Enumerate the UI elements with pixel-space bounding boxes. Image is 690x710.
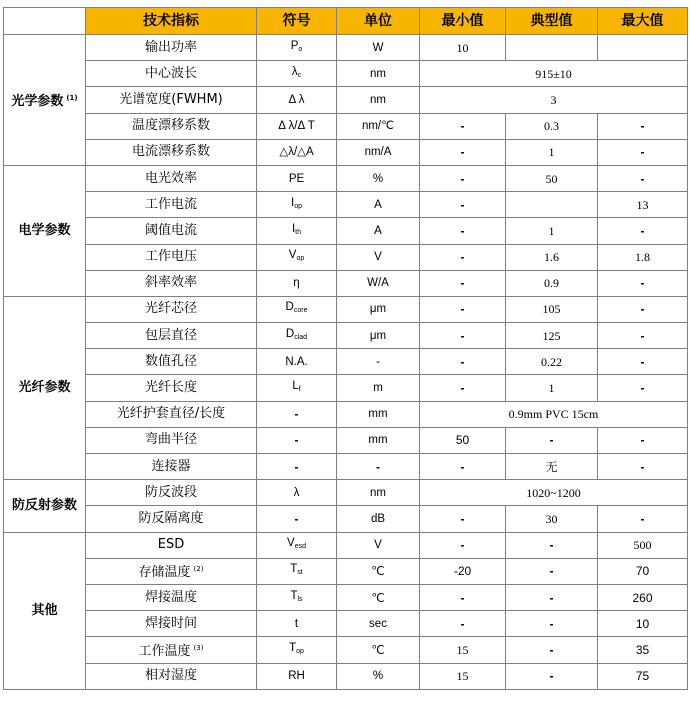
param-min: - <box>420 139 506 165</box>
table-row <box>4 401 688 427</box>
table-row <box>4 165 688 191</box>
param-symbol <box>257 296 337 322</box>
param-max: 260 <box>598 584 688 610</box>
symbol-sub: f <box>298 386 301 394</box>
param-name: 焊接时间 <box>86 611 257 637</box>
param-typ: - <box>506 611 598 637</box>
symbol-main: V <box>288 249 297 262</box>
param-typ: 无 <box>506 454 598 480</box>
param-symbol: Δ λ <box>257 87 337 113</box>
param-name: 光纤芯径 <box>86 296 257 322</box>
param-min: - <box>420 113 506 139</box>
symbol-sub: o <box>298 45 303 53</box>
param-unit: ℃ <box>337 558 420 584</box>
param-symbol <box>257 192 337 218</box>
param-min: - <box>420 296 506 322</box>
param-name: 连接器 <box>86 454 257 480</box>
param-unit: A <box>337 218 420 244</box>
param-typ: - <box>506 427 598 453</box>
param-min: - <box>420 584 506 610</box>
symbol-sub: op <box>296 255 305 263</box>
param-name-text: 存储温度 <box>138 565 191 581</box>
param-name: 防反隔离度 <box>86 506 257 532</box>
param-max: 13 <box>598 192 688 218</box>
param-span-value: 3 <box>420 87 688 113</box>
param-min: 10 <box>420 35 506 61</box>
param-span-value: 1020~1200 <box>420 480 688 506</box>
param-unit: ℃ <box>337 637 420 663</box>
table-row <box>4 532 688 558</box>
header-max: 最大值 <box>598 8 688 35</box>
param-symbol <box>257 532 337 558</box>
param-symbol: η <box>257 270 337 296</box>
param-max: - <box>598 323 688 349</box>
param-max: - <box>598 165 688 191</box>
param-max: - <box>598 296 688 322</box>
table-row <box>4 558 688 584</box>
table-row <box>4 506 688 532</box>
param-min: - <box>420 323 506 349</box>
table-row <box>4 375 688 401</box>
group-electrical: 电学参数 <box>4 165 86 296</box>
param-symbol <box>257 323 337 349</box>
table-row <box>4 611 688 637</box>
param-symbol <box>257 637 337 663</box>
param-symbol: - <box>257 401 337 427</box>
table-row <box>4 584 688 610</box>
param-unit: V <box>337 244 420 270</box>
footnote-2: (2) <box>193 565 204 574</box>
param-max: - <box>598 139 688 165</box>
param-name: 弯曲半径 <box>86 427 257 453</box>
group-other: 其他 <box>4 532 86 689</box>
param-name: 电光效率 <box>86 165 257 191</box>
param-symbol: △λ/△A <box>257 139 337 165</box>
symbol-main: T <box>289 641 297 654</box>
param-max <box>598 35 688 61</box>
param-min: - <box>420 349 506 375</box>
param-min: - <box>420 218 506 244</box>
table-row <box>4 637 688 663</box>
symbol-sub: core <box>293 307 308 315</box>
symbol-main: D <box>285 327 295 340</box>
param-name: 光谱宽度(FWHM) <box>86 87 257 113</box>
symbol-sub: op <box>296 647 304 655</box>
param-max: - <box>598 454 688 480</box>
header-corner <box>4 8 86 35</box>
param-name: 光纤长度 <box>86 375 257 401</box>
param-symbol <box>257 375 337 401</box>
table-row <box>4 218 688 244</box>
param-max: 70 <box>598 558 688 584</box>
header-symbol: 符号 <box>257 8 337 35</box>
param-span-value: 915±10 <box>420 61 688 87</box>
param-unit: W/A <box>337 270 420 296</box>
param-symbol: - <box>257 427 337 453</box>
param-symbol: PE <box>257 165 337 191</box>
param-unit: dB <box>337 506 420 532</box>
param-typ: 1.6 <box>506 244 598 270</box>
param-typ: - <box>506 558 598 584</box>
param-min: 50 <box>420 427 506 453</box>
table-row <box>4 113 688 139</box>
param-max: 35 <box>598 637 688 663</box>
param-symbol: - <box>257 506 337 532</box>
param-span-value: 0.9mm PVC 15cm <box>420 401 688 427</box>
header-row <box>4 8 688 35</box>
table-row <box>4 87 688 113</box>
param-name: 防反波段 <box>86 480 257 506</box>
param-min: - <box>420 375 506 401</box>
param-min: - <box>420 165 506 191</box>
param-typ: 0.22 <box>506 349 598 375</box>
header-min: 最小值 <box>420 8 506 35</box>
param-typ: - <box>506 663 598 689</box>
param-symbol <box>257 218 337 244</box>
table-row <box>4 427 688 453</box>
table-row <box>4 349 688 375</box>
param-min: - <box>420 454 506 480</box>
footnote-1: (1) <box>66 93 78 102</box>
param-unit: m <box>337 375 420 401</box>
param-min: - <box>420 611 506 637</box>
param-unit: mm <box>337 401 420 427</box>
param-symbol <box>257 244 337 270</box>
param-name: 相对湿度 <box>86 663 257 689</box>
param-typ: - <box>506 532 598 558</box>
param-name: 电流漂移系数 <box>86 139 257 165</box>
param-name: 工作电压 <box>86 244 257 270</box>
param-name <box>86 558 257 584</box>
symbol-sub: c <box>297 71 302 79</box>
group-anti-reflection: 防反射参数 <box>4 480 86 532</box>
symbol-sub: op <box>294 202 302 210</box>
param-name: 数值孔径 <box>86 349 257 375</box>
param-max: - <box>598 375 688 401</box>
param-typ: 0.9 <box>506 270 598 296</box>
table-row <box>4 139 688 165</box>
param-min: -20 <box>420 558 506 584</box>
param-name <box>86 637 257 663</box>
param-unit: nm <box>337 480 420 506</box>
symbol-sub: st <box>297 569 303 577</box>
param-name: 温度漂移系数 <box>86 113 257 139</box>
param-name: 阈值电流 <box>86 218 257 244</box>
symbol-sub: esd <box>294 543 306 551</box>
symbol-main: I <box>291 196 295 209</box>
table-row <box>4 454 688 480</box>
param-unit: mm <box>337 427 420 453</box>
symbol-sub: clad <box>294 333 308 341</box>
param-typ: 50 <box>506 165 598 191</box>
table-row <box>4 35 688 61</box>
header-typ: 典型值 <box>506 8 598 35</box>
param-min: 15 <box>420 637 506 663</box>
param-min: - <box>420 532 506 558</box>
param-max: - <box>598 270 688 296</box>
param-unit: % <box>337 165 420 191</box>
param-max: - <box>598 113 688 139</box>
param-typ: 1 <box>506 218 598 244</box>
param-symbol: - <box>257 454 337 480</box>
param-unit: W <box>337 35 420 61</box>
param-unit: μm <box>337 296 420 322</box>
param-unit: nm <box>337 87 420 113</box>
param-name: 焊接温度 <box>86 584 257 610</box>
symbol-main: V <box>287 537 295 550</box>
symbol-main: λ <box>291 65 298 78</box>
param-unit: ℃ <box>337 584 420 610</box>
param-name: ESD <box>86 532 257 558</box>
param-max: - <box>598 506 688 532</box>
param-symbol <box>257 35 337 61</box>
table-row <box>4 480 688 506</box>
symbol-main: T <box>290 563 298 576</box>
param-max: 1.8 <box>598 244 688 270</box>
param-unit: V <box>337 532 420 558</box>
symbol-main: D <box>285 301 294 314</box>
group-optical <box>4 35 86 166</box>
param-name-text: 工作温度 <box>138 643 191 659</box>
param-name: 中心波长 <box>86 61 257 87</box>
param-unit: nm/A <box>337 139 420 165</box>
param-typ: 125 <box>506 323 598 349</box>
param-max: 10 <box>598 611 688 637</box>
table-row <box>4 192 688 218</box>
param-unit: % <box>337 663 420 689</box>
param-min: - <box>420 506 506 532</box>
param-min: - <box>420 192 506 218</box>
param-symbol <box>257 584 337 610</box>
table-row <box>4 270 688 296</box>
symbol-sub: ls <box>297 595 303 603</box>
param-min: - <box>420 270 506 296</box>
footnote-3: (3) <box>193 643 204 652</box>
param-unit: - <box>337 349 420 375</box>
param-unit: A <box>337 192 420 218</box>
symbol-main: P <box>290 39 299 52</box>
table-row <box>4 296 688 322</box>
param-name: 工作电流 <box>86 192 257 218</box>
param-symbol <box>257 558 337 584</box>
table-row <box>4 244 688 270</box>
param-max: 500 <box>598 532 688 558</box>
param-typ <box>506 192 598 218</box>
param-symbol <box>257 61 337 87</box>
param-typ: 105 <box>506 296 598 322</box>
param-symbol: t <box>257 611 337 637</box>
param-max: 75 <box>598 663 688 689</box>
param-name: 斜率效率 <box>86 270 257 296</box>
table-row <box>4 323 688 349</box>
param-typ: - <box>506 637 598 663</box>
symbol-main: T <box>290 589 298 602</box>
param-min: - <box>420 244 506 270</box>
group-fiber: 光纤参数 <box>4 296 86 479</box>
param-typ: - <box>506 584 598 610</box>
param-unit: sec <box>337 611 420 637</box>
param-unit: μm <box>337 323 420 349</box>
param-symbol: RH <box>257 663 337 689</box>
param-typ: 1 <box>506 139 598 165</box>
group-optical-label: 光学参数 <box>11 93 64 109</box>
param-typ: 1 <box>506 375 598 401</box>
symbol-main: L <box>292 380 299 393</box>
header-unit: 单位 <box>337 8 420 35</box>
param-name: 输出功率 <box>86 35 257 61</box>
param-typ: 30 <box>506 506 598 532</box>
table-row <box>4 663 688 689</box>
param-name: 包层直径 <box>86 323 257 349</box>
spec-table <box>3 7 688 690</box>
param-max: - <box>598 218 688 244</box>
param-max: - <box>598 349 688 375</box>
symbol-sub: th <box>295 228 302 236</box>
param-symbol: N.A. <box>257 349 337 375</box>
param-unit: nm <box>337 61 420 87</box>
param-typ <box>506 35 598 61</box>
header-param: 技术指标 <box>86 8 257 35</box>
symbol-main: I <box>291 222 296 235</box>
param-min: 15 <box>420 663 506 689</box>
param-unit: nm/℃ <box>337 113 420 139</box>
param-max: - <box>598 427 688 453</box>
param-name: 光纤护套直径/长度 <box>86 401 257 427</box>
param-symbol: Δ λ/Δ T <box>257 113 337 139</box>
param-typ: 0.3 <box>506 113 598 139</box>
param-symbol: λ <box>257 480 337 506</box>
param-unit: - <box>337 454 420 480</box>
table-row <box>4 61 688 87</box>
